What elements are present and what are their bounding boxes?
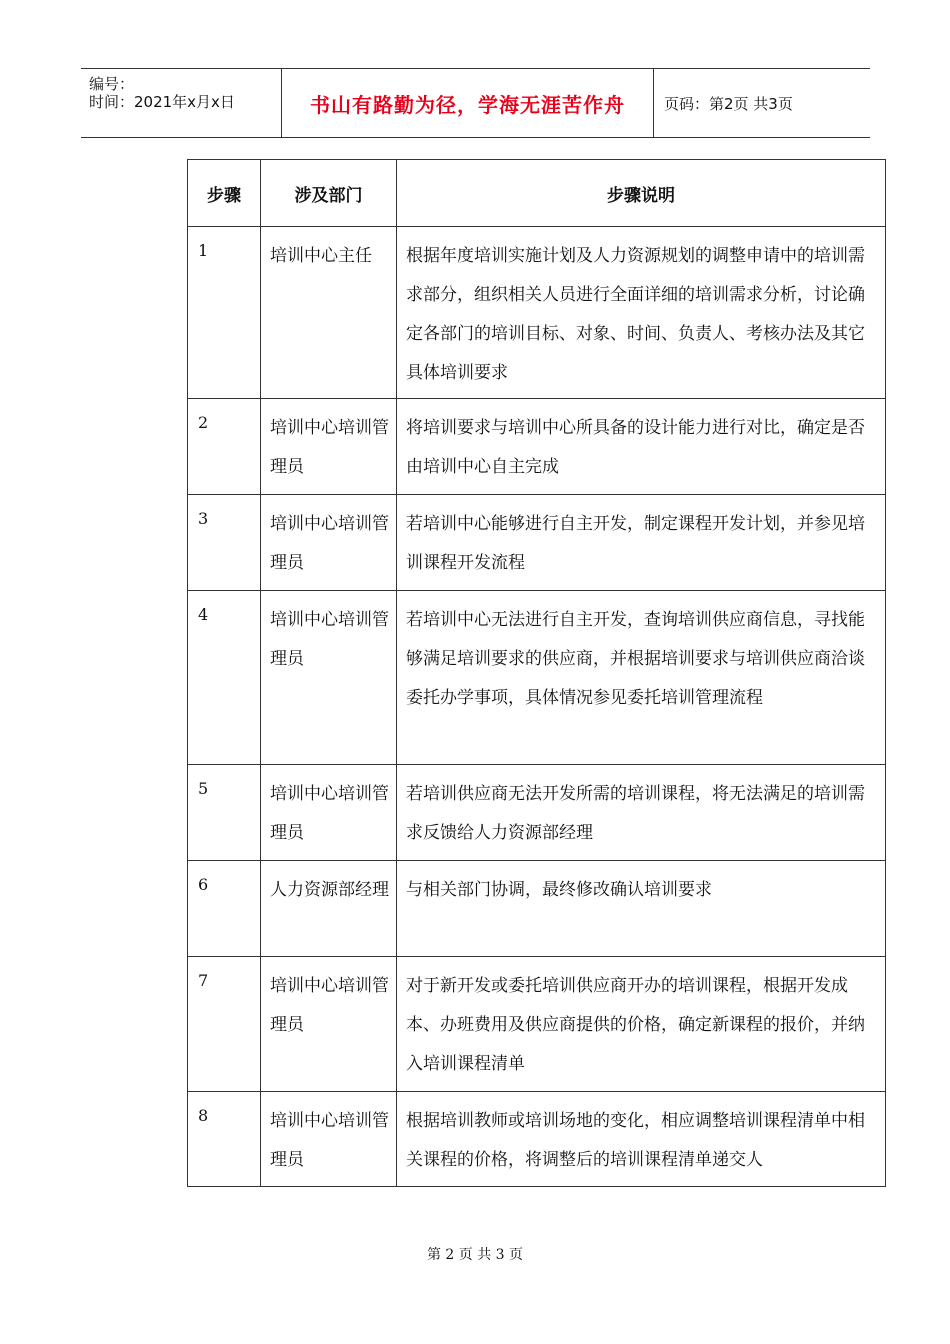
- step-number: 3: [188, 495, 261, 591]
- table-row: [188, 765, 886, 861]
- page-header: [81, 68, 870, 138]
- table-row: [188, 227, 886, 399]
- step-dept: 培训中心培训管理员: [261, 765, 397, 861]
- doc-date: 时间：2021年x月x日: [89, 93, 235, 111]
- table-row: [188, 957, 886, 1092]
- step-desc: 根据年度培训实施计划及人力资源规划的调整申请中的培训需求部分，组织相关人员进行全面详细的培训需求分析，讨论确定各部门的培训目标、对象、时间、负责人、考核办法及其它具体培训要求: [397, 227, 886, 399]
- step-dept: 培训中心主任: [261, 227, 397, 399]
- table-row: [188, 399, 886, 495]
- header-page-info: 页码：第2页 共3页: [664, 94, 793, 113]
- header-motto-cell: [281, 69, 654, 137]
- step-dept: 培训中心培训管理员: [261, 495, 397, 591]
- step-desc: 对于新开发或委托培训供应商开办的培训课程，根据开发成本、办班费用及供应商提供的价格，确定新课程的报价，并纳入培训课程清单: [397, 957, 886, 1092]
- column-header-step: 步骤: [188, 160, 261, 227]
- step-number: 8: [188, 1092, 261, 1187]
- table-row: [188, 591, 886, 765]
- step-dept: 培训中心培训管理员: [261, 591, 397, 765]
- header-motto: 书山有路勤为径，学海无涯苦作舟: [310, 92, 625, 117]
- step-dept: 培训中心培训管理员: [261, 1092, 397, 1187]
- step-dept: 人力资源部经理: [261, 861, 397, 957]
- step-desc: 根据培训教师或培训场地的变化，相应调整培训课程清单中相关课程的价格，将调整后的培训课程清单递交人: [397, 1092, 886, 1187]
- doc-number-label: 编号：: [89, 75, 135, 93]
- table-row: [188, 495, 886, 591]
- step-dept: 培训中心培训管理员: [261, 957, 397, 1092]
- step-number: 1: [188, 227, 261, 399]
- step-desc: 若培训供应商无法开发所需的培训课程，将无法满足的培训需求反馈给人力资源部经理: [397, 765, 886, 861]
- step-desc: 若培训中心无法进行自主开发，查询培训供应商信息，寻找能够满足培训要求的供应商，并根据培训要求与培训供应商洽谈委托办学事项，具体情况参见委托培训管理流程: [397, 591, 886, 765]
- table-row: [188, 861, 886, 957]
- table-row: [188, 1092, 886, 1187]
- column-header-desc: 步骤说明: [397, 160, 886, 227]
- column-header-dept: 涉及部门: [261, 160, 397, 227]
- header-meta: [81, 69, 281, 137]
- step-number: 2: [188, 399, 261, 495]
- step-number: 5: [188, 765, 261, 861]
- step-number: 6: [188, 861, 261, 957]
- step-number: 7: [188, 957, 261, 1092]
- page-footer: 第 2 页 共 3 页: [426, 1247, 524, 1263]
- step-desc: 将培训要求与培训中心所具备的设计能力进行对比，确定是否由培训中心自主完成: [397, 399, 886, 495]
- step-desc: 若培训中心能够进行自主开发，制定课程开发计划，并参见培训课程开发流程: [397, 495, 886, 591]
- steps-table: [187, 159, 886, 1187]
- step-number: 4: [188, 591, 261, 765]
- step-desc: 与相关部门协调，最终修改确认培训要求: [397, 861, 886, 957]
- step-dept: 培训中心培训管理员: [261, 399, 397, 495]
